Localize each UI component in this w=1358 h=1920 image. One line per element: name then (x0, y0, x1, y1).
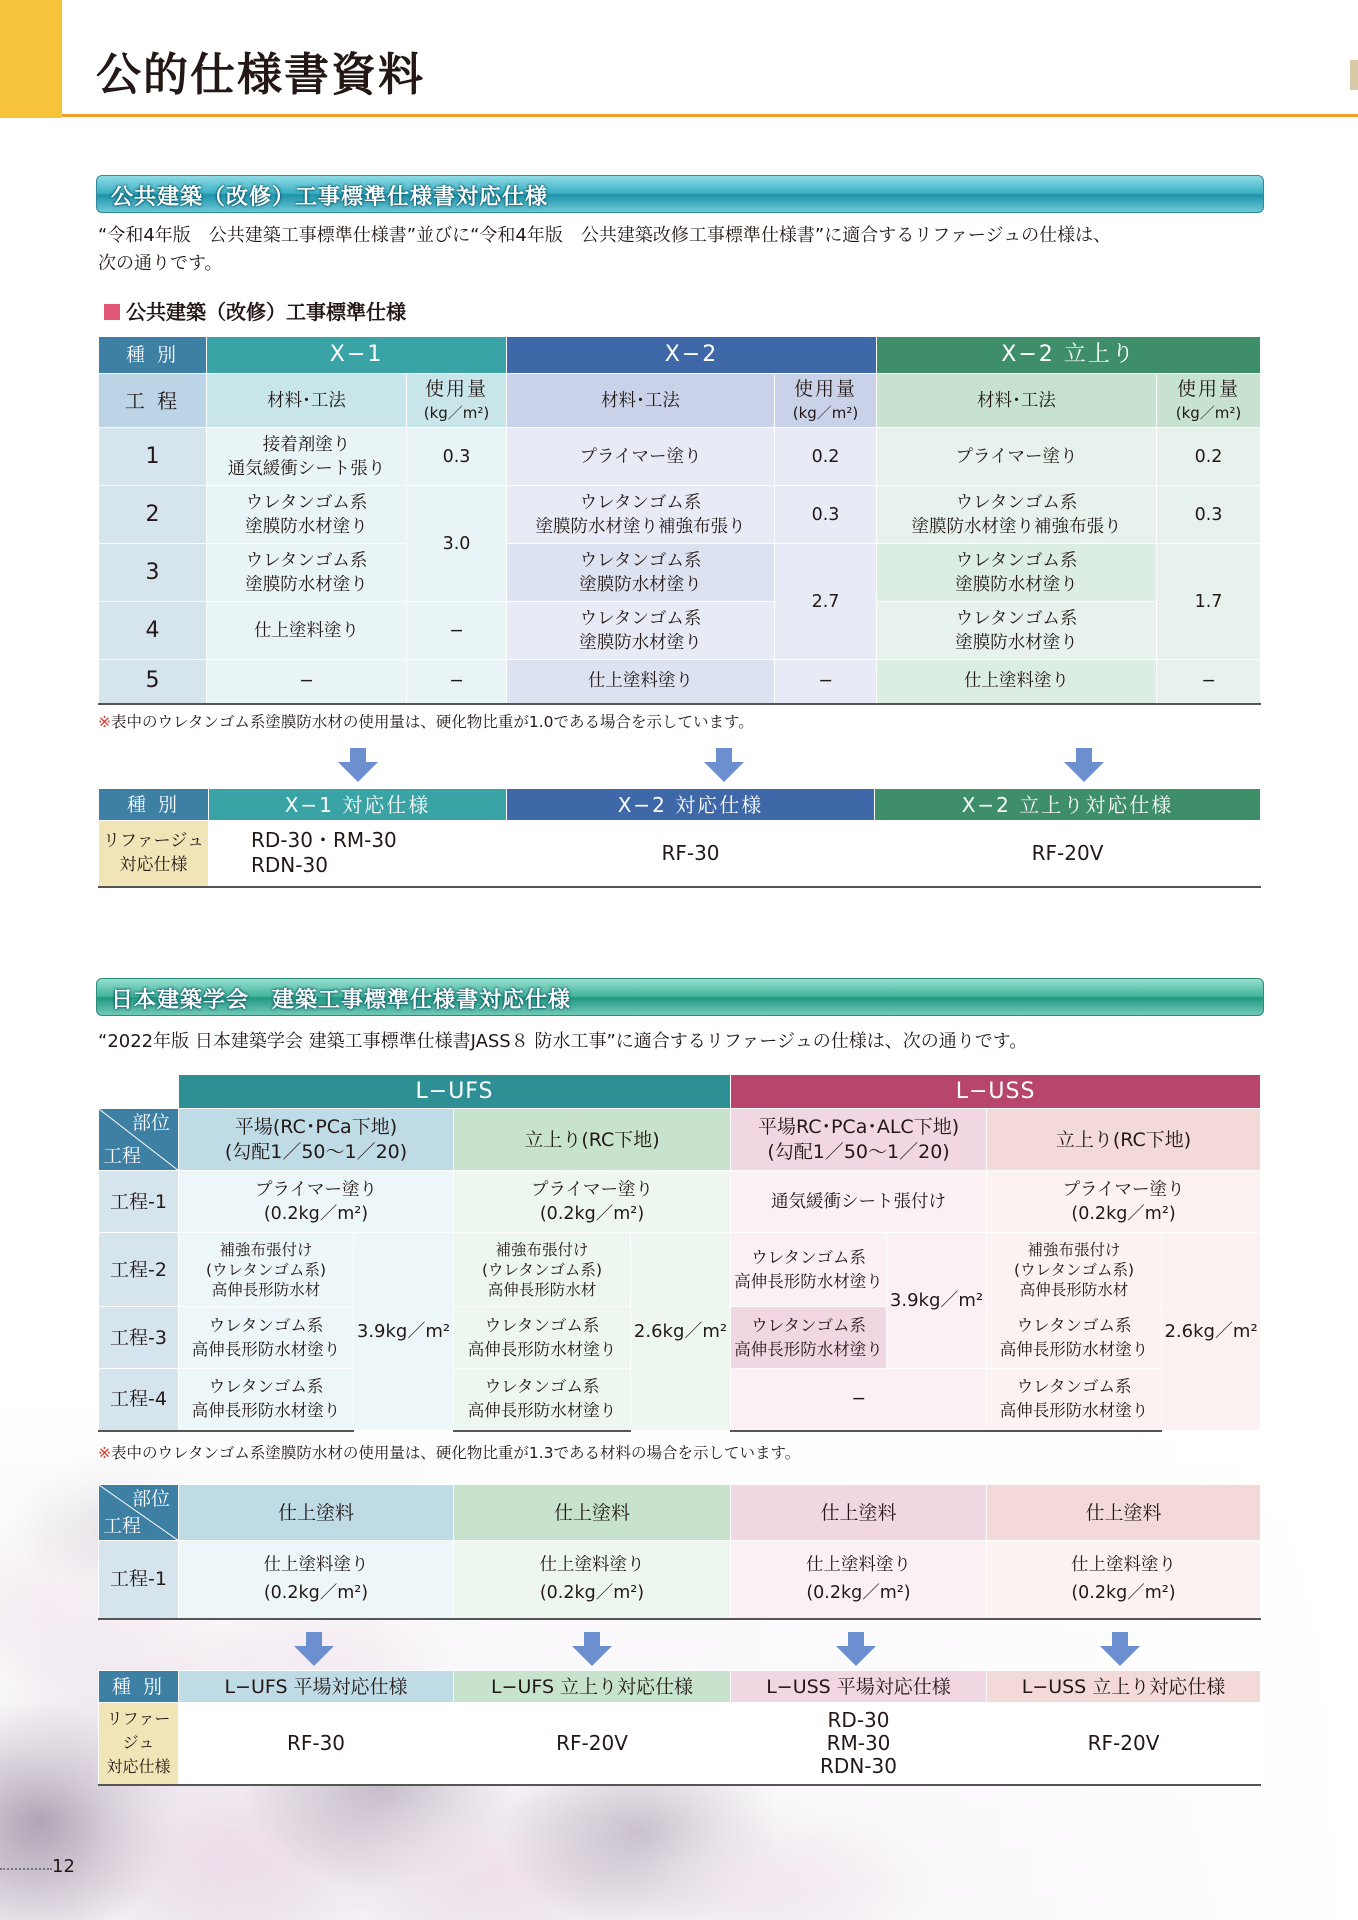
section2-note (98, 1441, 800, 1463)
process-header: 工 程 (99, 374, 207, 428)
aij-result-col1: L−UFS 平場対応仕様 (179, 1671, 454, 1703)
section1-intro (98, 222, 1111, 278)
urethane-line1: ウレタンゴム系 (1016, 1377, 1132, 1397)
reinforce-line3: 高伸長形防水材 (211, 1280, 321, 1299)
public-spec-table (98, 336, 1261, 705)
x2r-step4-material: ウレタンゴム系 塗膜防水材塗り (877, 602, 1157, 660)
urethane-line1: ウレタンゴム系 (1016, 1315, 1132, 1335)
result-x2r-header: X−2 立上り対応仕様 (875, 789, 1261, 821)
x2-steps3-4-usage: 2.7 (775, 544, 877, 660)
refage-label: リファージュ (103, 831, 204, 852)
header-rule (62, 114, 1358, 117)
reinforce-bracket: (ウレタンゴム系) (205, 1260, 326, 1279)
finish-ufs-up-header: 仕上塗料 (454, 1485, 731, 1541)
x2r-header: X−2 立上り (877, 337, 1261, 374)
result-x1-value (209, 821, 507, 887)
finish-ufs-flat-header: 仕上塗料 (179, 1485, 454, 1541)
down-arrow-icon (1100, 1632, 1140, 1666)
x2r-material-header: 材料･工法 (877, 374, 1157, 428)
x2r-usage-header (1157, 374, 1261, 428)
x2r-step2-material: ウレタンゴム系 塗膜防水材塗り補強布張り (877, 486, 1157, 544)
x2-material-header: 材料･工法 (507, 374, 775, 428)
reinforce-line3: 高伸長形防水材 (487, 1280, 597, 1299)
blank-corner (99, 1075, 179, 1109)
urethane-line1: ウレタンゴム系 (208, 1377, 324, 1397)
sub-heading-label: 公共建築（改修）工事標準仕様 (126, 300, 406, 324)
aij-result-col3: L−USS 平場対応仕様 (731, 1671, 987, 1703)
finish-coat-table (98, 1484, 1261, 1620)
usage-unit: (kg／m²) (423, 403, 490, 422)
ufs-flat-p4 (179, 1369, 354, 1431)
ufs-up-header: 立上り(RC下地) (454, 1109, 731, 1171)
spec-label: 対応仕様 (106, 1757, 171, 1777)
ufs-flat-line2: (勾配1／50～1／20) (224, 1140, 408, 1163)
x2r-step3-material: ウレタンゴム系 塗膜防水材塗り (877, 544, 1157, 602)
urethane-line2: 高伸長形防水材塗り (467, 1401, 617, 1421)
usage-label: 使用量 (425, 377, 489, 400)
x1-step1-usage: 0.3 (407, 428, 507, 486)
x1-header: X−1 (207, 337, 507, 374)
reinforce-line3: 高伸長形防水材 (1019, 1280, 1129, 1299)
down-arrow-icon (338, 748, 378, 782)
x2r-step5-usage: − (1157, 660, 1261, 704)
finish-label: 仕上塗料塗り (806, 1555, 911, 1576)
x1-step1-material: 接着剤塗り 通気緩衝シート張り (207, 428, 407, 486)
x1-step5-material: − (207, 660, 407, 704)
reinforce-bracket: (ウレタンゴム系) (1014, 1260, 1135, 1279)
note-text: 表中のウレタンゴム系塗膜防水材の使用量は、硬化物比重が1.0である場合を示しています。 (111, 713, 754, 731)
primer-usage: (0.2kg／m²) (539, 1203, 645, 1224)
uss-up-usage: 2.6kg／m² (1162, 1233, 1261, 1431)
primer-usage: (0.2kg／m²) (263, 1203, 369, 1224)
note-mark: ※ (98, 713, 111, 731)
x1-usage-header (407, 374, 507, 428)
spec-label: 対応仕様 (119, 855, 188, 876)
page-number: 12 (52, 1856, 75, 1877)
x2-usage-header (775, 374, 877, 428)
note-text: 表中のウレタンゴム系塗膜防水材の使用量は、硬化物比重が1.3である材料の場合を示しています。 (111, 1444, 801, 1462)
page-number-dots (0, 1868, 52, 1870)
x2-header: X−2 (507, 337, 877, 374)
uss-flat-p2 (731, 1233, 887, 1307)
finish-corner (99, 1485, 179, 1541)
ufs-header: L−UFS (179, 1075, 731, 1109)
ufs-up-p3 (454, 1307, 631, 1369)
part-process-corner (99, 1109, 179, 1171)
section1-intro-line1: “令和4年版 公共建築工事標準仕様書”並びに“令和4年版 公共建築改修工事標準仕様書”に適合するリファージュの仕様は、 (98, 225, 1112, 246)
aij-spec-table (98, 1074, 1261, 1432)
uss-up-header: 立上り(RC下地) (987, 1109, 1261, 1171)
kind-header: 種 別 (99, 337, 207, 374)
page-title: 公的仕様書資料 (96, 48, 426, 101)
primer-label: プライマー塗り (1062, 1179, 1185, 1200)
x2r-steps3-4-usage: 1.7 (1157, 544, 1261, 660)
ufs-up-p4 (454, 1369, 631, 1431)
down-arrow-icon (1064, 748, 1104, 782)
usage-unit: (kg／m²) (1175, 403, 1242, 422)
process-1-label: 工程-1 (99, 1171, 179, 1233)
x2-step5-material: 仕上塗料塗り (507, 660, 775, 704)
public-result-table (98, 788, 1261, 888)
aij-result-v3 (731, 1703, 987, 1785)
finish-usage: (0.2kg／m²) (1071, 1583, 1176, 1604)
urethane-line2: 高伸長形防水材塗り (999, 1401, 1149, 1421)
down-arrow-icon (704, 748, 744, 782)
x2r-step1-usage: 0.2 (1157, 428, 1261, 486)
process-4-label: 工程-4 (99, 1369, 179, 1431)
reinforce-label: 補強布張付け (219, 1240, 313, 1259)
ufs-flat-header (179, 1109, 454, 1171)
down-arrow-icon (572, 1632, 612, 1666)
finish-process-1: 工程-1 (99, 1541, 179, 1619)
x2-step3-material: ウレタンゴム系 塗膜防水材塗り (507, 544, 775, 602)
aij-result-v2: RF-20V (454, 1703, 731, 1785)
urethane-line1: ウレタンゴム系 (484, 1377, 600, 1397)
edge-decoration (1350, 60, 1358, 90)
x2-step2-usage: 0.3 (775, 486, 877, 544)
result-x2-header: X−2 対応仕様 (507, 789, 875, 821)
sub-heading (104, 296, 406, 325)
ufs-flat-line1: 平場(RC･PCa下地) (234, 1115, 398, 1138)
uss-up-p3 (987, 1307, 1162, 1369)
corner-process-label: 工程 (103, 1145, 142, 1167)
uss-flat-p4: − (731, 1369, 987, 1431)
section1-note (98, 710, 754, 732)
uss-flat-header (731, 1109, 987, 1171)
x1-step3-material: ウレタンゴム系 塗膜防水材塗り (207, 544, 407, 602)
aij-result-kind-header: 種 別 (99, 1671, 179, 1703)
aij-refage-spec-label (99, 1703, 179, 1785)
aij-result-v3-line2: RM-30 (826, 1730, 891, 1755)
note-mark: ※ (98, 1444, 111, 1462)
x2r-step2-usage: 0.3 (1157, 486, 1261, 544)
urethane-line2: 高伸長形防水材塗り (191, 1339, 341, 1359)
uss-header: L−USS (731, 1075, 1261, 1109)
primer-label: プライマー塗り (531, 1179, 653, 1200)
x1-step5-usage: − (407, 660, 507, 704)
primer-usage: (0.2kg／m²) (1071, 1203, 1176, 1224)
urethane-line1: ウレタンゴム系 (208, 1315, 324, 1335)
reinforce-label: 補強布張付け (495, 1240, 589, 1259)
urethane-line2: 高伸長形防水材塗り (467, 1339, 617, 1359)
result-x1-line2: RDN-30 (251, 853, 328, 878)
finish-usage: (0.2kg／m²) (806, 1583, 911, 1604)
uss-up-p4 (987, 1369, 1162, 1431)
finish-usage: (0.2kg／m²) (539, 1583, 645, 1604)
urethane-line2: 高伸長形防水材塗り (734, 1271, 883, 1291)
aij-result-col4: L−USS 立上り対応仕様 (987, 1671, 1261, 1703)
usage-unit: (kg／m²) (792, 403, 859, 422)
corner-part-label: 部位 (131, 1112, 170, 1134)
x1-steps2-3-usage: 3.0 (407, 486, 507, 602)
aij-result-v4: RF-20V (987, 1703, 1261, 1785)
ufs-flat-p2 (179, 1233, 354, 1307)
ufs-flat-p1 (179, 1171, 454, 1233)
reinforce-line2: ウレタンゴム系 (488, 1260, 596, 1279)
aij-result-v3-line1: RD-30 (827, 1707, 890, 1732)
aij-result-table (98, 1670, 1261, 1786)
header-accent-bar (0, 0, 62, 118)
finish-label: 仕上塗料塗り (539, 1555, 645, 1576)
x2-step1-usage: 0.2 (775, 428, 877, 486)
uss-up-p2 (987, 1233, 1162, 1307)
step-1: 1 (99, 428, 207, 486)
corner-part-label: 部位 (131, 1488, 170, 1510)
urethane-line1: ウレタンゴム系 (751, 1247, 866, 1267)
uss-flat-usage: 3.9kg／m² (887, 1233, 987, 1369)
refage-label: リファージュ (106, 1709, 171, 1753)
uss-flat-p1: 通気緩衝シート張付け (731, 1171, 987, 1233)
ufs-up-p2 (454, 1233, 631, 1307)
section1-intro-line2: 次の通りです。 (98, 253, 223, 274)
x1-step4-material: 仕上塗料塗り (207, 602, 407, 660)
section-title-aij: 日本建築学会 建築工事標準仕様書対応仕様 (96, 978, 1264, 1016)
uss-flat-p3 (731, 1307, 887, 1369)
x2-step2-material: ウレタンゴム系 塗膜防水材塗り補強布張り (507, 486, 775, 544)
reinforce-line2: ウレタンゴム系 (212, 1260, 320, 1279)
x1-material-header: 材料･工法 (207, 374, 407, 428)
x2r-step5-material: 仕上塗料塗り (877, 660, 1157, 704)
finish-ufs-flat-value (179, 1541, 454, 1619)
x2-step4-material: ウレタンゴム系 塗膜防水材塗り (507, 602, 775, 660)
process-3-label: 工程-3 (99, 1307, 179, 1369)
result-x1-line1: RD-30・RM-30 (251, 828, 397, 853)
x1-step2-material: ウレタンゴム系 塗膜防水材塗り (207, 486, 407, 544)
process-2-label: 工程-2 (99, 1233, 179, 1307)
reinforce-line2: ウレタンゴム系 (1020, 1260, 1128, 1279)
ufs-up-usage: 2.6kg／m² (631, 1233, 731, 1431)
finish-uss-up-value (987, 1541, 1261, 1619)
x2r-step1-material: プライマー塗り (877, 428, 1157, 486)
finish-uss-flat-header: 仕上塗料 (731, 1485, 987, 1541)
finish-ufs-up-value (454, 1541, 731, 1619)
ufs-flat-p3 (179, 1307, 354, 1369)
urethane-line1: ウレタンゴム系 (751, 1315, 866, 1335)
urethane-line2: 高伸長形防水材塗り (734, 1339, 883, 1359)
aij-result-col2: L−UFS 立上り対応仕様 (454, 1671, 731, 1703)
pink-square-icon (104, 304, 120, 320)
down-arrow-icon (294, 1632, 334, 1666)
usage-label: 使用量 (794, 377, 858, 400)
finish-label: 仕上塗料塗り (263, 1555, 369, 1576)
step-3: 3 (99, 544, 207, 602)
uss-up-p1 (987, 1171, 1261, 1233)
aij-result-v1: RF-30 (179, 1703, 454, 1785)
finish-uss-up-header: 仕上塗料 (987, 1485, 1261, 1541)
x2-step5-usage: − (775, 660, 877, 704)
urethane-line2: 高伸長形防水材塗り (999, 1339, 1149, 1359)
result-x1-header: X−1 対応仕様 (209, 789, 507, 821)
step-5: 5 (99, 660, 207, 704)
step-4: 4 (99, 602, 207, 660)
primer-label: プライマー塗り (255, 1179, 377, 1200)
section2-intro: “2022年版 日本建築学会 建築工事標準仕様書JASS８ 防水工事”に適合するリファージュの仕様は、次の通りです。 (98, 1031, 1028, 1052)
urethane-line2: 高伸長形防水材塗り (191, 1401, 341, 1421)
finish-usage: (0.2kg／m²) (263, 1583, 369, 1604)
reinforce-label: 補強布張付け (1027, 1240, 1121, 1259)
step-2: 2 (99, 486, 207, 544)
down-arrow-icon (836, 1632, 876, 1666)
usage-label: 使用量 (1177, 377, 1241, 400)
result-kind-header: 種 別 (99, 789, 209, 821)
x2-step1-material: プライマー塗り (507, 428, 775, 486)
uss-flat-line2: (勾配1／50～1／20) (767, 1140, 950, 1163)
reinforce-bracket: (ウレタンゴム系) (481, 1260, 602, 1279)
corner-process-label: 工程 (103, 1515, 142, 1537)
finish-label: 仕上塗料塗り (1071, 1555, 1176, 1576)
uss-flat-line1: 平場RC･PCa･ALC下地) (757, 1115, 960, 1138)
refage-spec-label (99, 821, 209, 887)
section-title-public: 公共建築（改修）工事標準仕様書対応仕様 (96, 175, 1264, 213)
cherry-blossom-background (0, 1400, 1358, 1920)
ufs-flat-usage: 3.9kg／m² (354, 1233, 454, 1431)
result-x2-value: RF-30 (507, 821, 875, 887)
result-x2r-value: RF-20V (875, 821, 1261, 887)
x1-step4-usage: − (407, 602, 507, 660)
ufs-up-p1 (454, 1171, 731, 1233)
urethane-line1: ウレタンゴム系 (484, 1315, 600, 1335)
finish-uss-flat-value (731, 1541, 987, 1619)
aij-result-v3-line3: RDN-30 (820, 1753, 897, 1778)
